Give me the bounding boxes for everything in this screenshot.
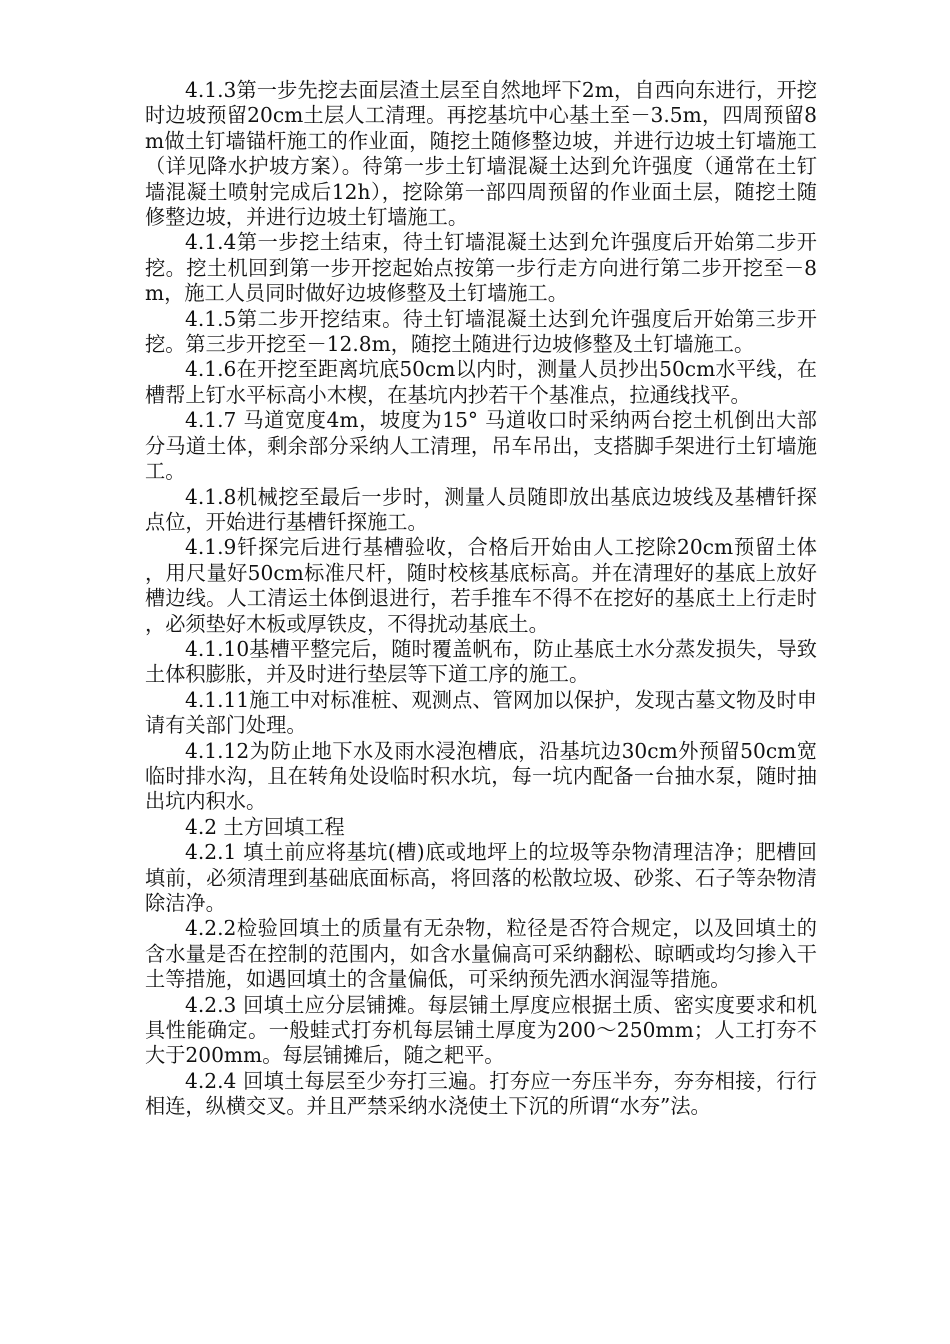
paragraph-4-1-5: 4.1.5第二步开挖结束。待土钉墙混凝土达到允许强度后开始第三步开挖。第三步开挖至－12.8m，随挖土随进行边坡修整及土钉墙施工。	[145, 306, 817, 357]
document-body	[145, 78, 817, 1120]
paragraph-4-2-2: 4.2.2检验回填土的质量有无杂物，粒径是否符合规定，以及回填土的含水量是否在控制的范围内，如含水量偏高可采纳翻松、晾晒或均匀掺入干土等措施，如遇回填土的含量偏低，可采纳预先洒水润湿等措施。	[145, 916, 817, 992]
paragraph-4-1-11: 4.1.11施工中对标准桩、观测点、管网加以保护，发现古墓文物及时申请有关部门处理。	[145, 687, 817, 738]
paragraph-4-1-12: 4.1.12为防止地下水及雨水浸泡槽底，沿基坑边30cm外预留50cm宽临时排水沟，且在转角处设临时积水坑，每一坑内配备一台抽水泵，随时抽出坑内积水。	[145, 738, 817, 814]
section-heading-4-2: 4.2 土方回填工程	[185, 814, 345, 839]
paragraph-4-2-1: 4.2.1 填土前应将基坑(槽)底或地坪上的垃圾等杂物清理洁净；肥槽回填前，必须清理到基础底面标高，将回落的松散垃圾、砂浆、石子等杂物清除洁净。	[145, 840, 817, 915]
paragraph-4-1-10: 4.1.10基槽平整完后，随时覆盖帆布，防止基底土水分蒸发损失，导致土体积膨胀，并及时进行垫层等下道工序的施工。	[145, 636, 817, 687]
paragraph-4-1-7: 4.1.7 马道宽度4m，坡度为15° 马道收口时采纳两台挖土机倒出大部分马道土体，剩余部分采纳人工清理，吊车吊出，支搭脚手架进行土钉墙施工。	[145, 408, 817, 484]
paragraph-4-1-9: 4.1.9钎探完后进行基槽验收，合格后开始由人工挖除20cm预留土体，用尺量好50cm标准尺杆，随时校核基底标高。并在清理好的基底上放好槽边线。人工清运土体倒退进行，若手推车不得不在挖好的基底土上行走时，必须垫好木板或厚铁皮，不得扰动基底土。	[145, 535, 817, 636]
paragraph-4-1-6: 4.1.6在开挖至距离坑底50cm以内时，测量人员抄出50cm水平线，在槽帮上钉水平标高小木楔，在基坑内抄若干个基准点，拉通线找平。	[145, 357, 817, 407]
paragraph-4-2-4: 4.2.4 回填土每层至少夯打三遍。打夯应一夯压半夯，夯夯相接，行行相连，纵横交叉。并且严禁采纳水浇使土下沉的所谓“水夯”法。	[145, 1068, 817, 1119]
paragraph-4-1-3: 4.1.3第一步先挖去面层渣土层至自然地坪下2m，自西向东进行，开挖时边坡预留20cm土层人工清理。再挖基坑中心基土至－3.5m，四周预留8m做土钉墙锚杆施工的作业面，随挖土随修整边坡，并进行边坡土钉墙施工（详见降水护坡方案）。待第一步土钉墙混凝土达到允许强度（通常在土钉墙混凝土喷射完成后12h），挖除第一部四周预留的作业面土层，随挖土随修整边坡，并进行边坡土钉墙施工。	[145, 78, 817, 230]
paragraph-4-1-4: 4.1.4第一步挖土结束，待土钉墙混凝土达到允许强度后开始第二步开挖。挖土机回到第一步开挖起始点按第一步行走方向进行第二步开挖至－8m，施工人员同时做好边坡修整及土钉墙施工。	[145, 230, 817, 306]
paragraph-4-1-8: 4.1.8机械挖至最后一步时，测量人员随即放出基底边坡线及基槽钎探点位，开始进行基槽钎探施工。	[145, 484, 817, 534]
paragraph-4-2-3: 4.2.3 回填土应分层铺摊。每层铺土厚度应根据土质、密实度要求和机具性能确定。一般蛙式打夯机每层铺土厚度为200～250mm；人工打夯不大于200mm。每层铺摊后，随之耙平。	[145, 992, 817, 1068]
